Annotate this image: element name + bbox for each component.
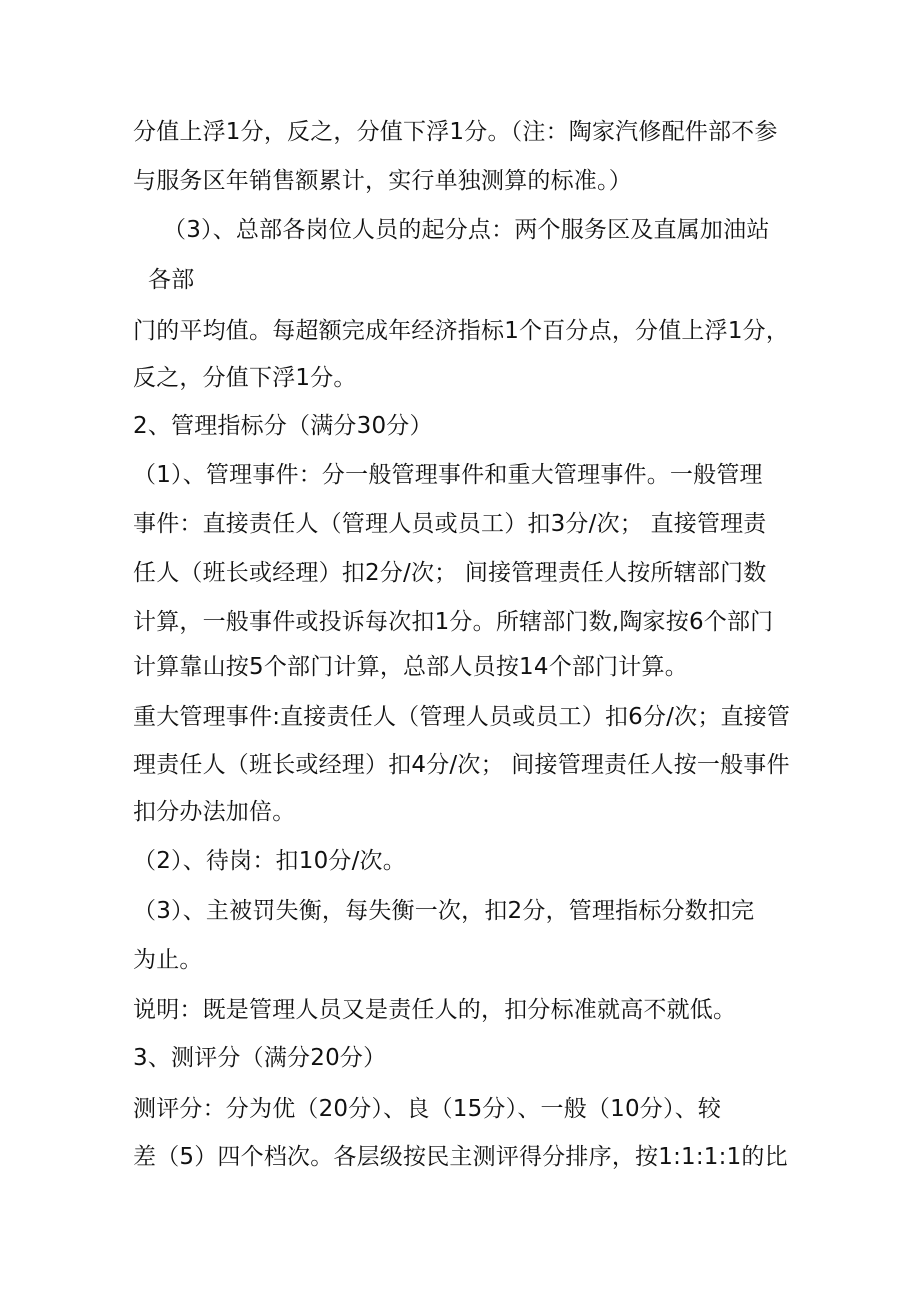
text-line: 说明：既是管理人员又是责任人的，扣分标准就高不就低。 [133, 997, 737, 1023]
text-line: 计算靠山按5个部门计算，总部人员按14个部门计算。 [133, 654, 688, 680]
text-line: （3）、主被罚失衡，每失衡一次，扣2分，管理指标分数扣完 [133, 898, 755, 924]
text-line: 与服务区年销售额累计，实行单独测算的标准。） [133, 168, 632, 194]
text-line: （1）、管理事件：分一般管理事件和重大管理事件。一般管理 [133, 462, 763, 488]
text-line: 重大管理事件:直接责任人（管理人员或员工）扣6分/次；直接管 [133, 704, 791, 730]
text-line: （3）、总部各岗位人员的起分点：两个服务区及直属加油站 [163, 217, 770, 243]
text-line: 为止。 [133, 947, 203, 973]
text-line: 差（5）四个档次。各层级按民主测评得分排序，按1:1:1:1的比 [133, 1144, 788, 1170]
text-line: 测评分：分为优（20分）、良（15分）、一般（10分）、较 [133, 1096, 722, 1122]
section-heading: 3、测评分（满分20分） [133, 1045, 387, 1071]
text-line: 任人（班长或经理）扣2分/次； 间接管理责任人按所辖部门数 [133, 560, 767, 586]
text-line: 反之，分值下浮1分。 [133, 365, 357, 391]
text-line: 扣分办法加倍。 [133, 799, 296, 825]
text-line: 计算，一般事件或投诉每次扣1分。所辖部门数,陶家按6个部门 [133, 609, 774, 635]
text-line: 事件：直接责任人（管理人员或员工）扣3分/次； 直接管理责 [133, 511, 767, 537]
text-line: 分值上浮1分，反之，分值下浮1分。（注：陶家汽修配件部不参 [133, 119, 778, 145]
text-line: （2）、待岗：扣10分/次。 [133, 848, 406, 874]
section-heading: 2、管理指标分（满分30分） [133, 413, 433, 439]
text-line: 各部 [148, 267, 195, 293]
text-line: 门的平均值。每超额完成年经济指标1个百分点，分值上浮1分， [133, 318, 790, 344]
text-line: 理责任人（班长或经理）扣4分/次； 间接管理责任人按一般事件 [133, 752, 790, 778]
